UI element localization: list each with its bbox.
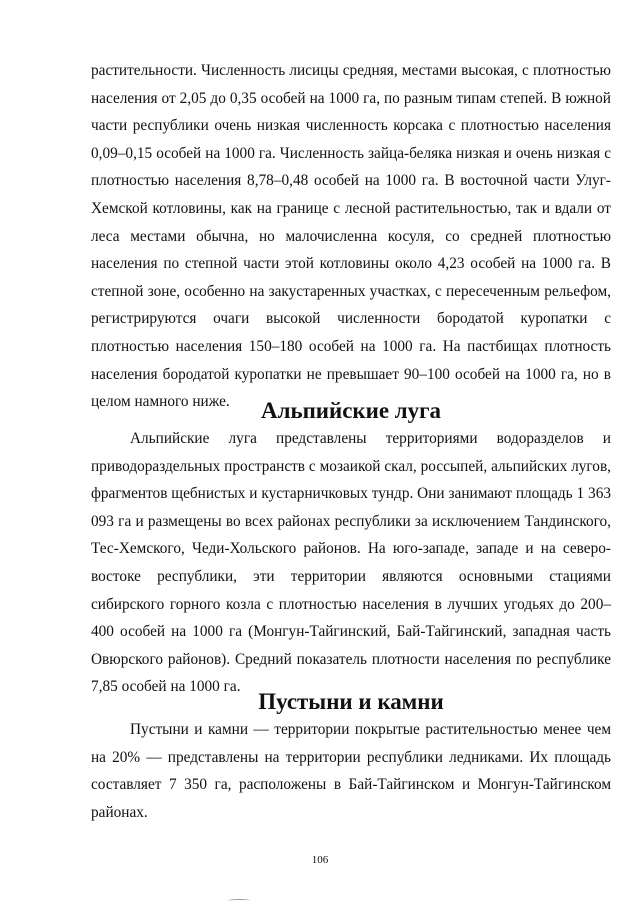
- paragraph-steppe-fauna: растительности. Численность лисицы средняя, местами высокая, с плотностью населения от 2,05 до 0,35 особей на 1000 га, по разным типам степей. В южной части республики очень низкая численность корсака с плотностью населения 0,09–0,15 особей на 1000 га. Численность зайца-беляка низкая и очень низкая с плотностью населения 8,78–0,48 особей на 1000 га. В восточной части Улуг-Хемской котловины, как на границе с лесной растительностью, так и вдали от леса местами обычна, но малочисленна косуля, со средней плотностью населения по степной части этой котловины около 4,23 особей на 1000 га. В степной зоне, особенно на закустаренных участках, с пересеченным рельефом, регистрируются очаги высокой численности бородатой куропатки с плотностью населения 150–180 особей на 1000 га. На пастбищах плотность населения бородатой куропатки не превышает 90–100 особей на 1000 га, но в целом намного ниже.: [91, 62, 611, 411]
- page-number: 106: [311, 854, 329, 866]
- section-heading-alpine-meadows: Альпийские луга: [261, 398, 441, 423]
- paragraph-deserts-and-rocks: Пустыни и камни — территории покрытые растительностью менее чем на 20% — представлены на территории республики ледниками. Их площадь составляет 7 350 га, расположены в Бай-Тайгинском и Монгун-Тайгинском районах.: [91, 721, 611, 821]
- body-block-steppe: [91, 57, 611, 416]
- paragraph-alpine-meadows: Альпийские луга представлены территориями водоразделов и приводораздельных пространств с мозаикой скал, россыпей, альпийских лугов, фрагментов щебнистых и кустарничковых тундр. Они занимают площадь 1 363 093 га и размещены во всех районах республики за исключением Тандинского, Тес-Хемского, Чеди-Хольского районов. На юго-западе, западе и на северо-востоке республики, эти территории являются основными стациями сибирского горного козла с плотностью населения в лучших угодьях до 200–400 особей на 1000 га (Монгун-Тайгинский, Бай-Тайгинский, западная часть Овюрского районов). Средний показатель плотности населения по республике 7,85 особей на 1000 га.: [91, 430, 611, 696]
- section-heading-deserts-and-rocks: Пустыни и камни: [258, 689, 444, 714]
- body-block-alpine: [91, 425, 611, 701]
- body-block-deserts: [91, 716, 611, 826]
- scan-artifact-mark: [228, 899, 250, 902]
